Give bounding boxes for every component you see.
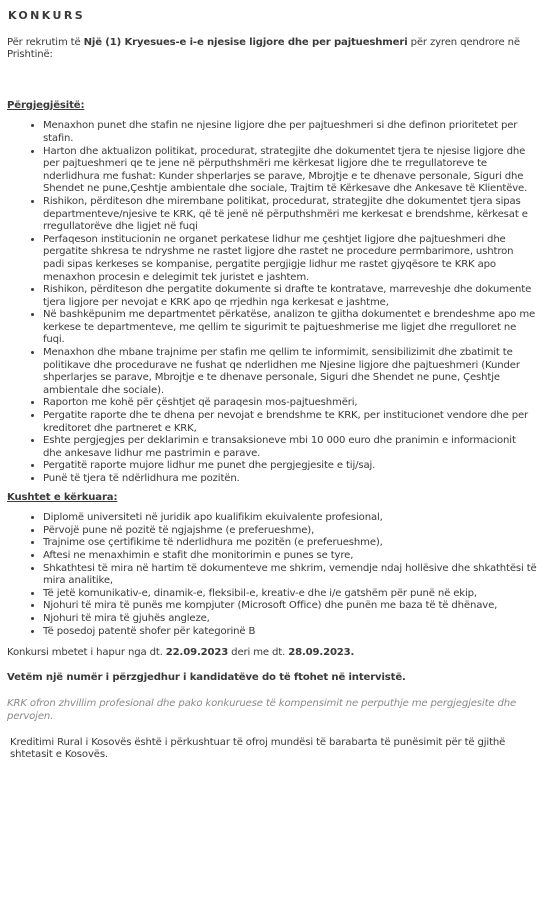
offer-note: KRK ofron zhvillim profesional dhe pako konkuruese të kompensimit ne perputhje me pergjegjesite dhe pervojen. bbox=[7, 698, 517, 722]
requirement-item: • Shkathtesi të mira në hartim të dokumenteve me shkrim, vemendje ndaj hollësive dhe shkathtësi të mira analitike, bbox=[43, 563, 537, 588]
requirement-item: • Përvojë pune në pozitë të ngjajshme (e preferueshme), bbox=[43, 525, 537, 538]
requirement-item: • Trajnime ose çertifikime të nderlidhura me pozitën (e preferueshme), bbox=[43, 537, 537, 550]
requirements-list bbox=[7, 512, 537, 638]
intro-suffix: për zyren qendrore në Prishtinë: bbox=[7, 36, 520, 61]
requirement-item: • Të posedoj patentë shofer për kategorinë B bbox=[43, 626, 537, 639]
duty-item: • Rishikon, përditeson dhe pergatite dokumente si drafte te kontratave, marreveshje dhe dokumente tjera ligjore per nevojat e KRK apo qe rrjedhin nga kerkesat e jashtme, bbox=[43, 284, 537, 309]
duty-item: • Punë të tjera të ndërlidhura me pozitën. bbox=[43, 473, 537, 486]
duty-item: • Raporton me kohë për çështjet që paraqesin mos-pajtueshmëri, bbox=[43, 397, 537, 410]
intro-prefix: Për rekrutim të bbox=[7, 36, 84, 48]
duties-list bbox=[7, 120, 537, 485]
deadline-end-date: 28.09.2023. bbox=[288, 647, 355, 659]
position-title: Një (1) Kryesues-e i-e njesise ligjore dhe per pajtueshmeri bbox=[83, 36, 408, 48]
duty-item: • Eshte pergjegjes per deklarimin e transaksioneve mbi 10 000 euro dhe pranimin e informacionit dhe ankesave lidhur me pastrimin e parave. bbox=[43, 435, 537, 460]
intro-paragraph bbox=[7, 37, 537, 62]
duty-item: • Pergatite raporte dhe te dhena per nevojat e brendshme te KRK, per institucionet vendore dhe per kreditoret dhe partneret e KRK, bbox=[43, 410, 537, 435]
page-title: KONKURS bbox=[8, 9, 86, 22]
requirement-item: • Të jetë komunikativ-e, dinamik-e, fleksibil-e, kreativ-e dhe i/e gatshëm për punë në ekip, bbox=[43, 588, 537, 601]
duty-item: • Harton dhe aktualizon politikat, procedurat, strategjite dhe dokumentet tjera te njesise ligjore dhe per pajtueshmeri qe te jene në përputhshmëri me kërkesat ligjore dhe te rregullatoreve te nderlidhura me fushat: Kunder shperlarjes se parave, Mbrojtje e te dhenave personale, Siguri dhe Shendet ne pune,Çeshtje ambientale dhe sociale, Trajtim të Kërkesave dhe Ankesave të Klientëve. bbox=[43, 146, 537, 196]
requirement-item: • Aftesi ne menaxhimin e stafit dhe monitorimin e punes se tyre, bbox=[43, 550, 537, 563]
duty-item: • Në bashkëpunim me departmentet përkatëse, analizon te gjitha dokumentet e brendeshme apo me kerkese te departmenteve, me qellim te sigurimit te pajtueshmerise me ligjet dhe rregulloret ne fuqi. bbox=[43, 309, 537, 347]
shortlist-note: Vetëm një numër i përzgjedhur i kandidatëve do të ftohet në intervistë. bbox=[7, 671, 406, 683]
duty-item: • Menaxhon punet dhe stafin ne njesine ligjore dhe per pajtueshmeri si dhe definon prioritetet per stafin. bbox=[43, 120, 537, 145]
deadline-prefix: Konkursi mbetet i hapur nga dt. bbox=[7, 647, 166, 659]
requirements-heading: Kushtet e kërkuara: bbox=[7, 491, 118, 503]
deadline-paragraph bbox=[7, 647, 537, 660]
requirement-item: • Diplomë universiteti në juridik apo kualifikim ekuivalente profesional, bbox=[43, 512, 537, 525]
duty-item: • Menaxhon dhe mbane trajnime per stafin me qellim te informimit, sensibilizimit dhe zbatimit te politikave dhe procedurave ne fushat qe nderlidhen me Njesine ligjore dhe pajtueshmeri (Kunder shperlarjes se parave, Mbrojtje e te dhenave personale, Siguri dhe Shendet ne pune, Çeshtje ambientale dhe sociale). bbox=[43, 347, 537, 397]
requirement-item: • Njohuri të mira të punës me kompjuter (Microsoft Office) dhe punën me baza të të dhënave, bbox=[43, 600, 537, 613]
duty-item: • Pergatitë raporte mujore lidhur me punet dhe pergjegjesite e tij/saj. bbox=[43, 460, 537, 473]
equal-opportunity-note: Kreditimi Rural i Kosovës është i përkushtuar të ofroj mundësi të barabarta të punësimit për të gjithë shtetasit e Kosovës. bbox=[10, 736, 506, 761]
duty-item: • Rishikon, përditeson dhe mirembane politikat, procedurat, strategjite dhe dokumentet tjera sipas departmenteve/njesive te KRK, që të jenë në përputhshmëri me kerkesat e brendshme, kërkesat e rregullatorëve dhe ligjet në fuqi bbox=[43, 196, 537, 234]
deadline-start-date: 22.09.2023 bbox=[165, 647, 229, 659]
requirement-item: • Njohuri të mira të gjuhës angleze, bbox=[43, 613, 537, 626]
deadline-middle: deri me dt. bbox=[228, 647, 289, 659]
duty-item: • Perfaqeson institucionin ne organet perkatese lidhur me çeshtjet ligjore dhe pajtueshmeri dhe pergatite shkresa te ndryshme ne rastet ligjore dhe rastet ne procedure permbarimore, ushtron padi sipas kerkeses se kompanise, pergatite pergjigje lidhur me rastet gjyqësore te KRK apo menaxhon procesin e delegimit tek juristet e jashtem. bbox=[43, 234, 537, 284]
duties-heading: Përgjegjësitë: bbox=[7, 99, 85, 111]
